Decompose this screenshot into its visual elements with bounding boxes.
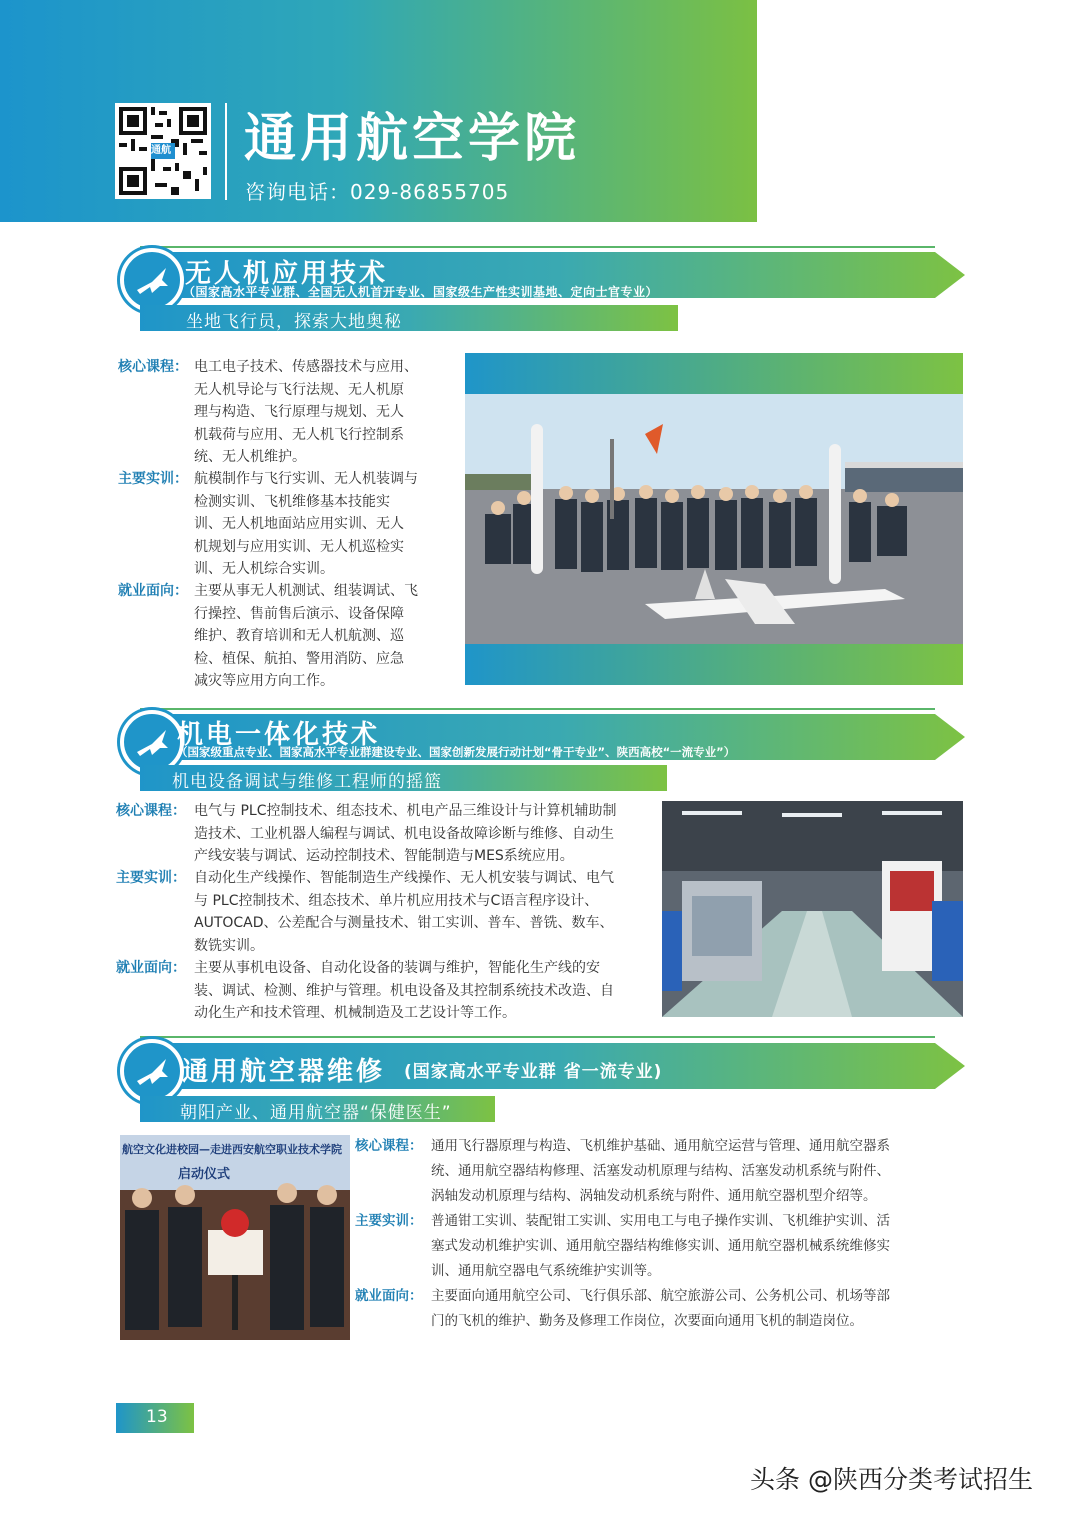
plane-badge	[120, 248, 184, 312]
plane-badge	[120, 1039, 184, 1103]
item-line: 训、无人机综合实训。	[194, 561, 334, 577]
item-label: 就业面向：	[118, 583, 188, 599]
photo-banner-text-2: 启动仪式	[178, 1167, 231, 1182]
page-number-badge	[116, 1403, 194, 1433]
photo-drone-scene	[465, 394, 963, 644]
item-line: 装、调试、检测、维护与管理。机电设备及其控制系统技术改造、自	[194, 982, 614, 999]
item-line: 动化生产和技术管理、机械制造及工艺设计等工作。	[194, 1005, 516, 1021]
section-title: 无人机应用技术	[185, 259, 389, 289]
section-slogan-band	[140, 1096, 495, 1122]
item-label: 核心课程：	[116, 803, 186, 819]
ceremony-photo	[120, 1135, 350, 1340]
section-subtitle: （国家级重点专业、国家高水平专业群建设专业、国家创新发展行动计划“骨干专业”、陕西高校“一流专业”）	[176, 745, 736, 759]
banner-line	[140, 708, 935, 710]
item-line: 自动化生产线操作、智能制造生产线操作、无人机安装与调试、电气	[194, 870, 614, 886]
item-line: 塞式发动机维护实训、通用航空器结构维修实训、通用航空器机械系统维修实	[431, 1238, 890, 1254]
item-label: 核心课程：	[118, 359, 188, 375]
item-line: 训、通用航空器电气系统维护实训等。	[431, 1263, 661, 1279]
item-line: 检、植保、航拍、警用消防、应急	[194, 650, 404, 667]
item-line: 训、无人机地面站应用实训、无人	[194, 516, 404, 532]
college-title: 通用航空学院	[244, 109, 581, 169]
contact-phone: 咨询电话：029-86855705	[245, 180, 510, 204]
section-slogan-band	[140, 765, 667, 791]
item-line: 行操控、售前售后演示、设备保障	[194, 605, 404, 622]
item-line: 普通钳工实训、装配钳工实训、实用电工与电子操作实训、飞机维护实训、活	[431, 1213, 890, 1229]
item-line: 电工电子技术、传感器技术与应用、	[194, 359, 418, 375]
item-line: 机载荷与应用、无人机飞行控制系	[194, 426, 404, 443]
item-line: 产线安装与调试、运动控制技术、智能制造与MES系统应用。	[194, 848, 574, 864]
qr-code	[115, 103, 211, 199]
section-slogan: 朝阳产业、通用航空器“保健医生”	[180, 1103, 452, 1123]
section-slogan: 坐地飞行员，探索大地奥秘	[186, 312, 402, 332]
jet-icon	[132, 1051, 172, 1091]
banner-line	[140, 1036, 935, 1038]
item-label: 就业面向：	[355, 1288, 423, 1304]
item-label: 主要实训：	[116, 870, 186, 886]
qr-label: 通航	[151, 145, 171, 156]
item-line: 减灾等应用方向工作。	[194, 673, 334, 689]
item-line: 统、通用航空器结构修理、活塞发动机原理与结构、活塞发动机系统与附件、	[431, 1163, 890, 1179]
item-line: 航模制作与飞行实训、无人机装调与	[194, 471, 418, 487]
item-line: 涡轴发动机原理与结构、涡轴发动机系统与附件、通用航空器机型介绍等。	[431, 1188, 877, 1204]
item-line: 无人机导论与飞行法规、无人机原	[194, 381, 404, 398]
item-line: AUTOCAD、公差配合与测量技术、钳工实训、普车、普铣、数车、	[194, 915, 614, 931]
item-line: 数铣实训。	[194, 937, 264, 954]
section-slogan-band	[140, 305, 678, 331]
item-line: 电气与 PLC控制技术、组态技术、机电产品三维设计与计算机辅助制	[194, 803, 617, 819]
page-number: 13	[146, 1407, 168, 1427]
item-line: 主要从事无人机测试、组装调试、飞	[194, 583, 418, 599]
section-slogan: 机电设备调试与维修工程师的摇篮	[172, 772, 442, 792]
watermark: 头条 @陕西分类考试招生	[750, 1465, 1033, 1494]
jet-icon	[132, 722, 172, 762]
header-divider	[225, 103, 227, 200]
item-line: 造技术、工业机器人编程与调试、机电设备故障诊断与维修、自动生	[194, 825, 614, 842]
item-label: 就业面向：	[116, 960, 186, 976]
item-line: 统、无人机维护。	[194, 449, 306, 465]
banner-line	[140, 246, 935, 248]
section-title: 通用航空器维修	[182, 1057, 386, 1087]
drone-team-photo	[465, 353, 963, 685]
item-line: 理与构造、飞行原理与规划、无人	[194, 404, 404, 420]
item-label: 核心课程：	[355, 1138, 423, 1154]
section-subtitle: (国家高水平专业群 省一流专业)	[404, 1062, 663, 1082]
item-line: 主要从事机电设备、自动化设备的装调与维护，智能化生产线的安	[194, 960, 600, 976]
item-line: 维护、教育培训和无人机航测、巡	[194, 628, 404, 644]
photo-factory-scene	[662, 801, 963, 1017]
item-label: 主要实训：	[118, 471, 188, 487]
item-label: 主要实训：	[355, 1213, 423, 1229]
item-line: 主要面向通用航空公司、飞行俱乐部、航空旅游公司、公务机公司、机场等部	[431, 1288, 890, 1304]
photo-ceremony-scene	[120, 1135, 350, 1340]
item-line: 机规划与应用实训、无人机巡检实	[194, 538, 404, 555]
item-line: 与 PLC控制技术、组态技术、单片机应用技术与C语言程序设计、	[194, 892, 599, 909]
jet-icon	[132, 260, 172, 300]
section-subtitle: （国家高水平专业群、全国无人机首开专业、国家级生产性实训基地、定向士官专业）	[183, 285, 659, 299]
item-line: 检测实训、飞机维修基本技能实	[194, 493, 390, 510]
factory-floor-photo	[662, 801, 963, 1017]
section-title: 机电一体化技术	[177, 720, 381, 750]
item-line: 通用飞行器原理与构造、飞机维护基础、通用航空运营与管理、通用航空器系	[431, 1138, 890, 1154]
photo-banner-text: 航空文化进校园—走进西安航空职业技术学院	[122, 1143, 342, 1156]
item-line: 门的飞机的维护、勤务及修理工作岗位，次要面向通用飞机的制造岗位。	[431, 1313, 863, 1329]
